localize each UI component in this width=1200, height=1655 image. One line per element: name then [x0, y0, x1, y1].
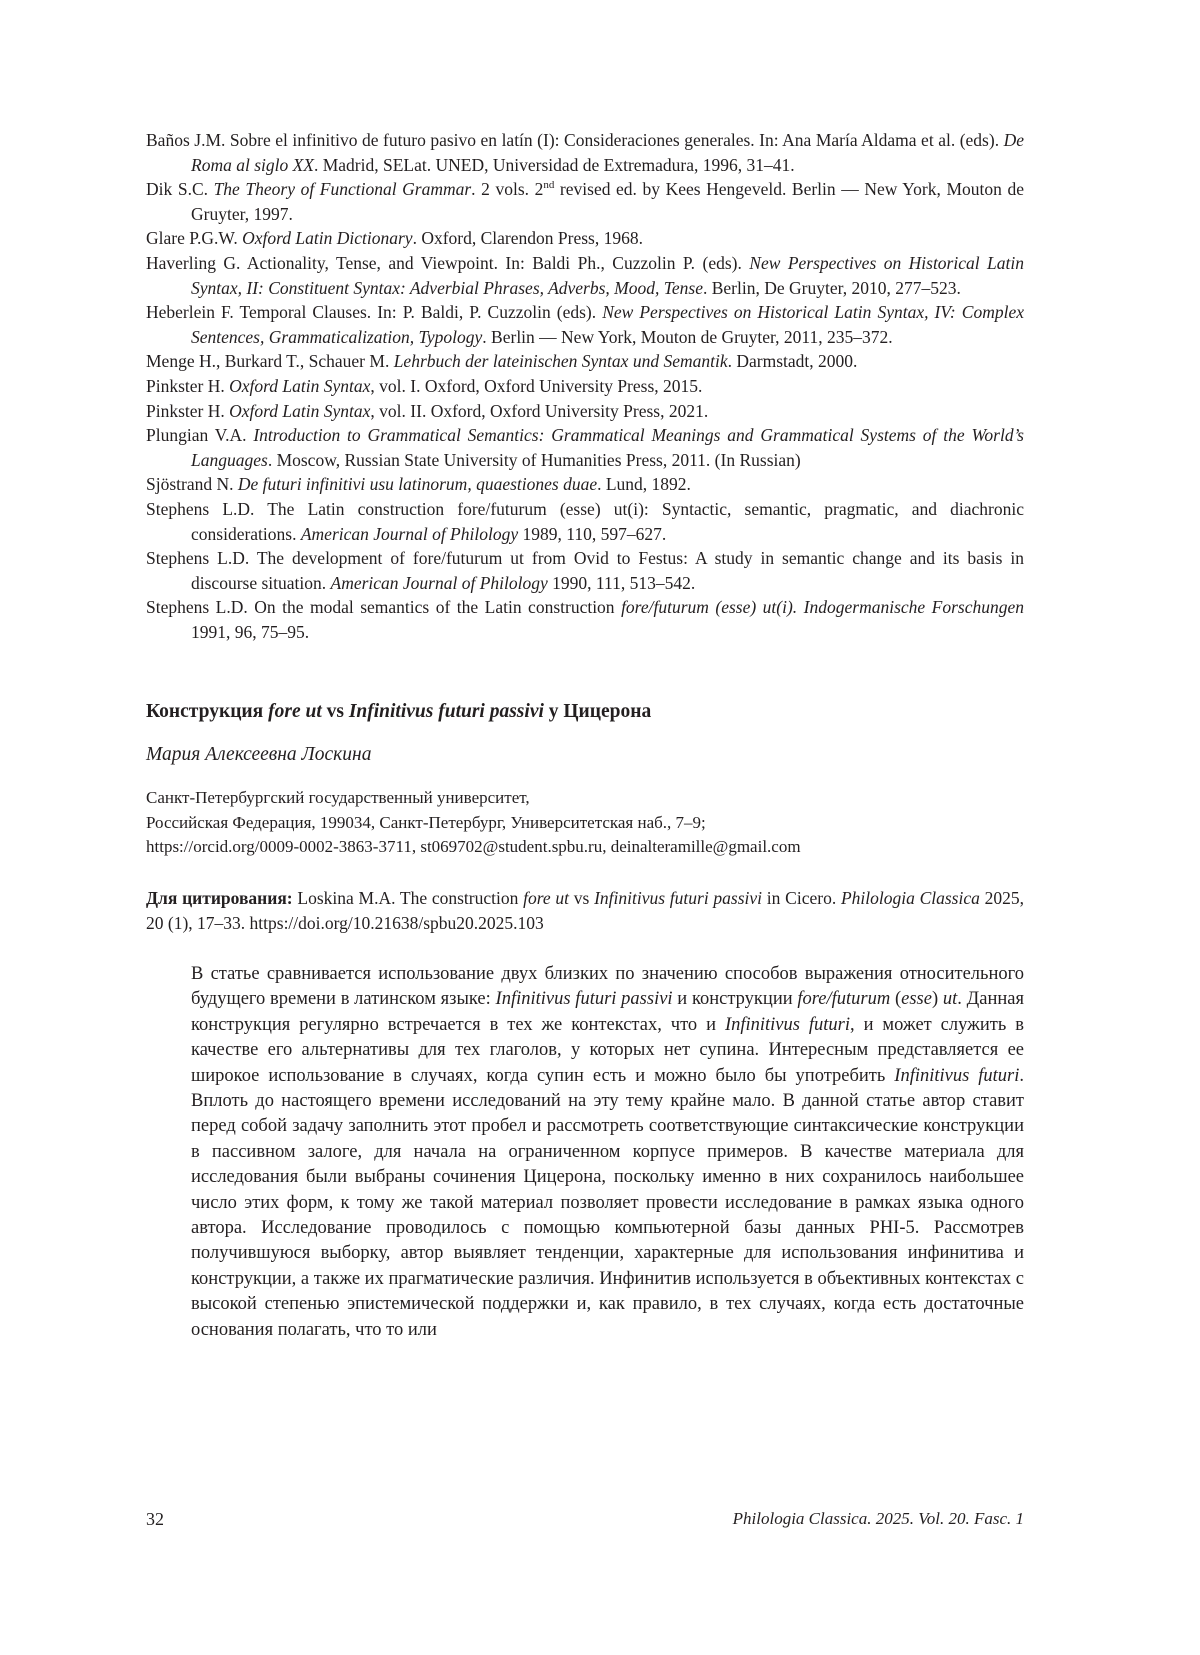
reference-entry: Stephens L.D. The Latin construction fore/futurum (esse) ut(i): Syntactic, semantic, pragmatic, and diachronic considerations. American Journal of Philology 1989, 110, 597–627. — [146, 498, 1024, 544]
reference-entry: Baños J.M. Sobre el infinitivo de futuro pasivo en latín (I): Consideraciones generales. In: Ana María Aldama et al. (eds). De Roma al siglo XX. Madrid, SELat. UNED, Universidad de Extremadura, 1996, 31–41. — [146, 130, 1024, 175]
abstract-text: В статье сравнивается использование двух близких по значению способов выражения относительного будущего времени в латинском языке: Infinitivus futuri passivi и конструкции fore/futurum (esse) ut. Данная конструкция регулярно встречается в тех же контекстах, что и Infinitivus futuri, и может служить в качестве его альтернативы для тех глаголов, у которых нет супина. Интересным представляется ее широкое использование в случаях, когда супин есть и можно было бы употребить Infinitivus futuri. Вплоть до настоящего времени исследований на эту тему крайне мало. В данной статье автор ставит перед собой задачу заполнить этот пробел и рассмотреть соответствующие синтаксические конструкции в пассивном залоге, для начала на ограниченном корпусе примеров. В качестве материала для исследования были выбраны сочинения Цицерона, поскольку именно в них сохранилось наибольшее число этих форм, к тому же такой материал позволяет провести исследование в рамках языка одного автора. Исследование проводилось с помощью компьютерной базы данных PHI-5. Рассмотрев получившуюся выборку, автор выявляет тенденции, характерные для использования инфинитива и конструкции, а также их прагматические различия. Инфинитив используется в объективных контекстах с высокой степенью эпистемической поддержки и, как правило, в тех случаях, когда есть достаточные основания полагать, что то или — [191, 963, 1025, 1340]
affiliation-line: Санкт-Петербургский государственный университет, — [146, 788, 530, 808]
reference-entry: Menge H., Burkard T., Schauer M. Lehrbuch der lateinischen Syntax und Semantik. Darmstadt, 2000. — [146, 351, 858, 372]
reference-entry: Heberlein F. Temporal Clauses. In: P. Baldi, P. Cuzzolin (eds). New Perspectives on Historical Latin Syntax, IV: Complex Sentences, Grammaticalization, Typology. Berlin — New York, Mouton de Gruyter, 2011, 235–372. — [146, 302, 1024, 347]
reference-entry: Haverling G. Actionality, Tense, and Viewpoint. In: Baldi Ph., Cuzzolin P. (eds). New Perspectives on Historical Latin Syntax, II: Constituent Syntax: Adverbial Phrases, Adverbs, Mood, Tense. Berlin, De Gruyter, 2010, 277–523. — [146, 252, 1024, 298]
reference-entry: Stephens L.D. On the modal semantics of the Latin construction fore/futurum (esse) ut(i). Indogermanische Forschungen 1991, 96, 75–95. — [146, 597, 1024, 642]
affiliation-line: Российская Федерация, 199034, Санкт-Петербург, Университетская наб., 7–9; — [146, 812, 706, 832]
citation-block: Для цитирования: Loskina M.A. The construction fore ut vs Infinitivus futuri passivi in Cicero. Philologia Classica 2025, 20 (1), 17–33. https://doi.org/10.21638/spbu20.2025.103 — [146, 887, 1024, 933]
page-content — [146, 128, 1024, 1343]
article-title: Конструкция fore ut vs Infinitivus futuri passivi у Цицерона — [146, 701, 652, 723]
reference-entry: Sjöstrand N. De futuri infinitivi usu latinorum, quaestiones duae. Lund, 1892. — [146, 474, 691, 495]
reference-entry: Pinkster H. Oxford Latin Syntax, vol. II. Oxford, Oxford University Press, 2021. — [146, 400, 709, 421]
page-number: 32 — [146, 1509, 164, 1529]
reference-entry: Plungian V.A. Introduction to Grammatical Semantics: Grammatical Meanings and Grammatical Systems of the World’s Languages. Moscow, Russian State University of Humanities Press, 2011. (In Russian) — [146, 425, 1024, 470]
reference-entry: Dik S.C. The Theory of Functional Grammar. 2 vols. 2nd revised ed. by Kees Hengeveld. Berlin — New York, Mouton de Gruyter, 1997. — [146, 179, 1024, 224]
references-list — [146, 128, 1024, 644]
reference-entry: Glare P.G.W. Oxford Latin Dictionary. Oxford, Clarendon Press, 1968. — [146, 228, 643, 249]
reference-entry: Stephens L.D. The development of fore/futurum ut from Ovid to Festus: A study in semantic change and its basis in discourse situation. American Journal of Philology 1990, 111, 513–542. — [146, 548, 1024, 593]
author-affiliation — [146, 786, 1024, 860]
journal-running-title: Philologia Classica. 2025. Vol. 20. Fasc. 1 — [732, 1509, 1024, 1528]
article-author: Мария Алексеевна Лоскина — [146, 744, 372, 766]
affiliation-contacts: https://orcid.org/0009-0002-3863-3711, st069702@student.spbu.ru, deinalteramille@gmail.com — [146, 837, 801, 857]
reference-entry: Pinkster H. Oxford Latin Syntax, vol. I. Oxford, Oxford University Press, 2015. — [146, 375, 703, 396]
